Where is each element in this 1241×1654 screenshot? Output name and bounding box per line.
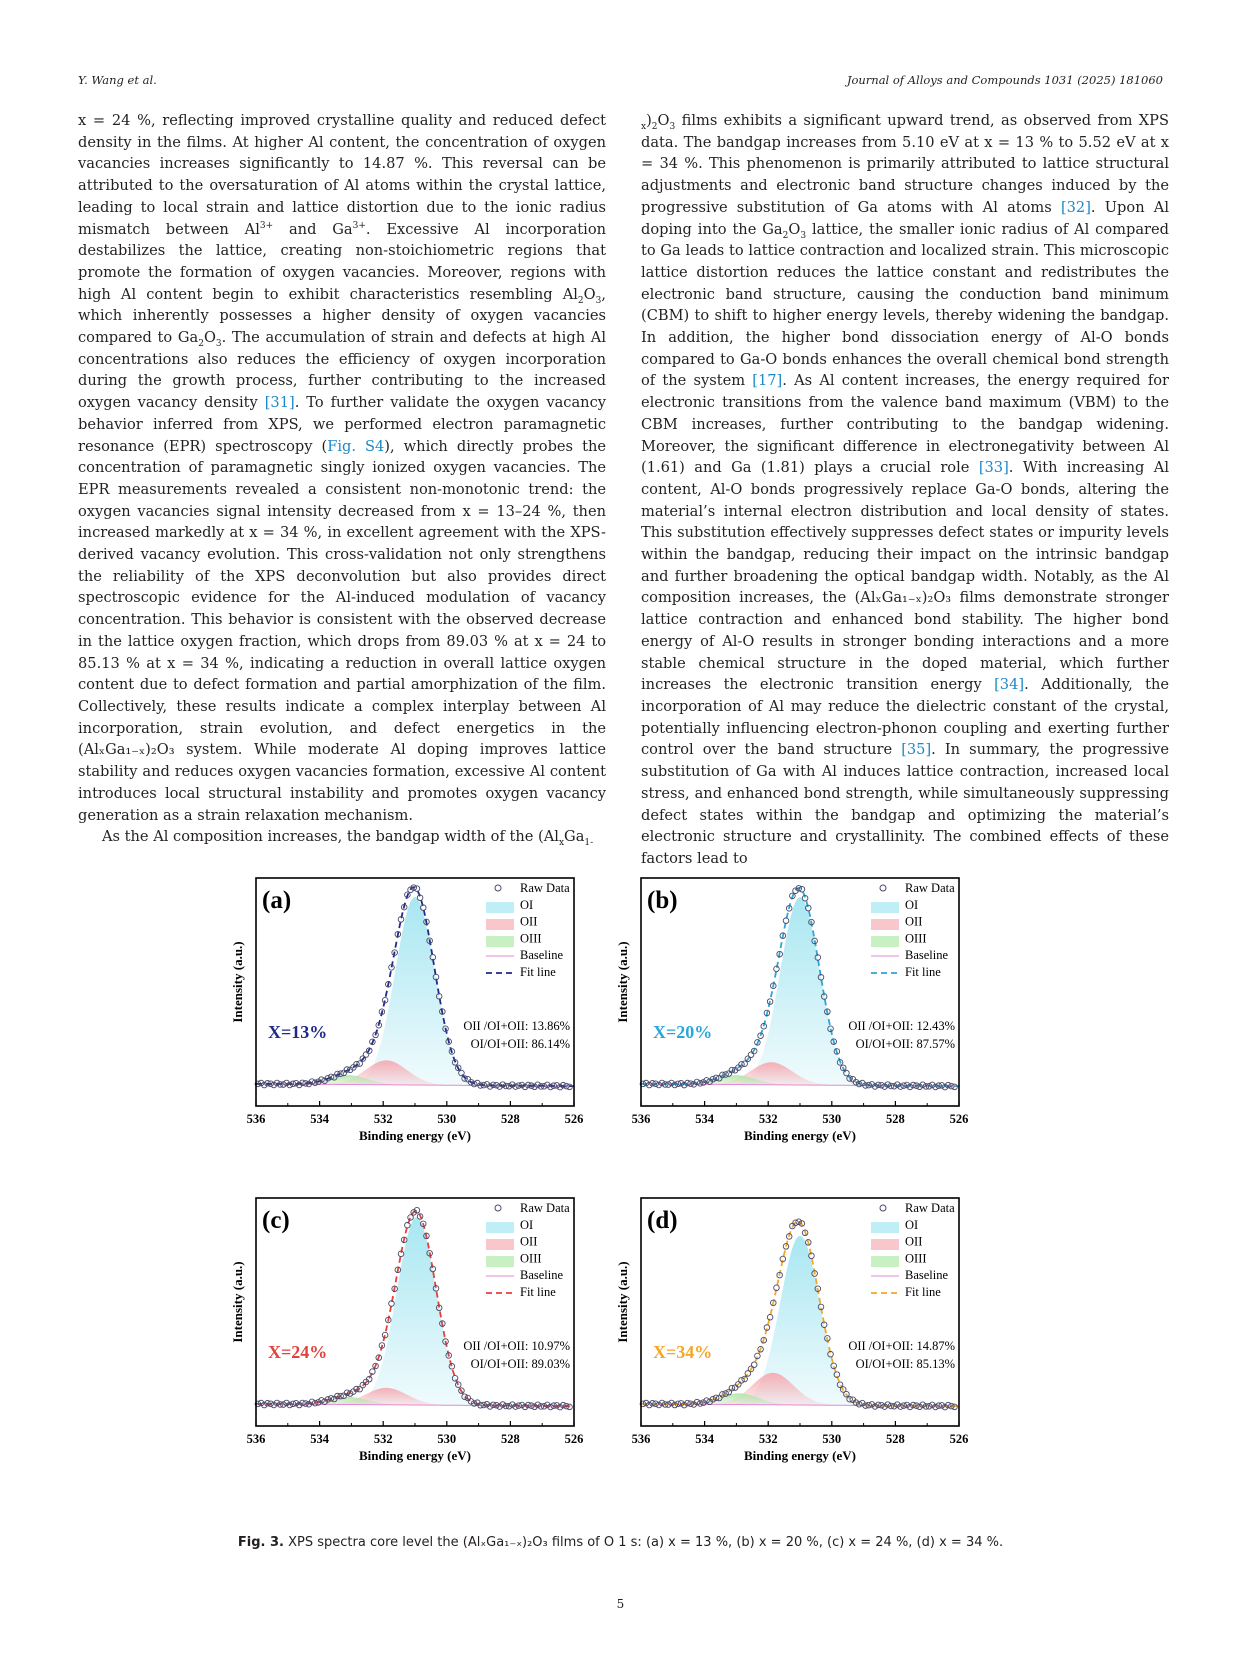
- citation-link-17[interactable]: [17]: [752, 372, 783, 390]
- legend-oiii-swatch: [486, 1256, 514, 1267]
- ratio-annotation: OI/OI+OII: 89.03%: [470, 1357, 570, 1371]
- x-tick-label: 530: [822, 1112, 842, 1126]
- ratio-annotation: OI/OI+OII: 86.14%: [470, 1037, 570, 1051]
- x-axis-label: Binding energy (eV): [359, 1128, 471, 1143]
- ratio-annotation: OII /OI+OII: 14.87%: [848, 1339, 955, 1353]
- xps-panel-c: [230, 1198, 613, 1516]
- legend-entry: OIII: [520, 931, 542, 946]
- legend-entry: OI: [520, 897, 534, 912]
- ratio-annotation: OI/OI+OII: 87.57%: [855, 1037, 955, 1051]
- right-text-column: [641, 110, 1169, 870]
- running-header-authors: Y. Wang et al.: [78, 73, 157, 87]
- figure-caption: [0, 1535, 1241, 1550]
- xps-figure: [230, 878, 998, 1528]
- right-paragraph-1: $_x)_2O_3$ films exhibits a significant upward trend, as observed from XPS data. The bandgap increases from 5.10 eV at x = 13 % to 5.52 eV at x = 34 %. This phenomenon is primarily attributed to lattice structural adjustments and electronic band structure changes induced by the progressive substitution of Ga atoms with Al atoms [32]. Upon Al doping into the $Ga_2O_3$ lattice, the smaller ionic radius of Al compared to Ga leads to lattice contraction and localized strain. This microscopic lattice distortion reduces the lattice constant and redistributes the electronic band structure, causing the conduction band minimum (CBM) to shift to higher energy levels, thereby widening the bandgap. In addition, the higher bond dissociation energy of Al-O bonds compared to Ga-O bonds enhances the overall chemical bond strength of the system [17]. As Al content increases, the energy required for electronic transitions from the valence band maximum (VBM) to the CBM increases, further contributing to the bandgap widening. Moreover, the significant difference in electronegativity between Al (1.61) and Ga (1.81) plays a crucial role [33]. With increasing Al content, Al-O bonds progressively replace Ga-O bonds, altering the material’s internal electron distribution and local density of states. This substitution effectively suppresses defect states or impurity levels within the bandgap, reducing their impact on the intrinsic bandgap and further broadening the optical bandgap width. Notably, as the Al composition increases, the (AlₓGa₁₋ₓ)₂O₃ films demonstrate stronger lattice contraction and enhanced bond stability. The higher bond energy of Al-O results in stronger bonding interactions and a more stable chemical structure in the doped material, which further increases the electronic transition energy [34]. Additionally, the incorporation of Al may reduce the dielectric constant of the crystal, potentially influencing electron-phonon coupling and exerting further control over the band structure [35]. In summary, the progressive substitution of Ga with Al induces lattice contraction, increased local stress, and enhanced bond strength, while simultaneously suppressing defect states within the bandgap and optimizing the material’s electronic structure and crystallinity. The combined effects of these factors lead to: [641, 112, 1170, 867]
- x-tick-label: 534: [310, 1112, 329, 1126]
- y-axis-label: Intensity (a.u.): [230, 941, 245, 1023]
- legend-entry: OII: [520, 1234, 538, 1249]
- xps-chart-svg: [615, 878, 998, 1196]
- legend-entry: Fit line: [905, 1285, 941, 1299]
- x-tick-label: 530: [437, 1112, 457, 1126]
- legend-entry: Raw Data: [520, 1201, 570, 1215]
- legend-entry: Baseline: [520, 1268, 564, 1283]
- x-axis-label: Binding energy (eV): [744, 1448, 856, 1463]
- legend-entry: Baseline: [905, 948, 949, 963]
- left-text-column: [78, 110, 606, 848]
- legend-entry: Baseline: [520, 948, 564, 963]
- legend-entry: Fit line: [905, 965, 941, 979]
- legend-entry: OII: [520, 914, 538, 929]
- y-axis-label: Intensity (a.u.): [615, 941, 630, 1023]
- panel-label: (c): [262, 1207, 290, 1234]
- panel-label: (b): [647, 887, 678, 914]
- legend-entry: Raw Data: [905, 881, 955, 895]
- legend-oii-swatch: [871, 1239, 899, 1250]
- x-tick-label: 526: [949, 1432, 969, 1446]
- x-tick-label: 532: [758, 1432, 778, 1446]
- y-axis-label: Intensity (a.u.): [615, 1261, 630, 1343]
- citation-link-35[interactable]: [35]: [901, 741, 932, 759]
- legend-entry: OII: [905, 914, 923, 929]
- x-tick-label: 536: [631, 1112, 651, 1126]
- legend-entry: Raw Data: [905, 1201, 955, 1215]
- legend-oi-swatch: [871, 902, 899, 913]
- ratio-annotation: OII /OI+OII: 13.86%: [463, 1019, 570, 1033]
- xps-chart-svg: [230, 878, 613, 1196]
- legend-entry: OIII: [520, 1251, 542, 1266]
- legend-entry: Baseline: [905, 1268, 949, 1283]
- legend-entry: OIII: [905, 1251, 927, 1266]
- raw-data-point: [783, 918, 789, 924]
- x-tick-label: 536: [631, 1432, 651, 1446]
- ratio-annotation: OI/OI+OII: 85.13%: [855, 1357, 955, 1371]
- legend-oiii-swatch: [871, 1256, 899, 1267]
- panel-label: (a): [262, 887, 292, 914]
- raw-data-point: [341, 1070, 347, 1076]
- legend-entry: OI: [905, 897, 919, 912]
- legend-raw-data-swatch: [495, 885, 501, 891]
- legend-oii-swatch: [486, 1239, 514, 1250]
- raw-data-point: [414, 886, 420, 892]
- left-paragraph-2: As the Al composition increases, the bandgap width of the ($Al_xGa_{1-}$: [102, 828, 594, 849]
- raw-data-point: [751, 1362, 757, 1368]
- ratio-annotation: OII /OI+OII: 10.97%: [463, 1339, 570, 1353]
- legend-oi-swatch: [871, 1222, 899, 1233]
- x-tick-label: 526: [949, 1112, 969, 1126]
- citation-link-34[interactable]: [34]: [994, 676, 1025, 694]
- panel-label: (d): [647, 1207, 678, 1234]
- citation-link-32[interactable]: [32]: [1060, 198, 1091, 216]
- x-tick-label: 532: [373, 1112, 393, 1126]
- legend-raw-data-swatch: [880, 885, 886, 891]
- legend-oii-swatch: [486, 919, 514, 930]
- legend-entry: Raw Data: [520, 881, 570, 895]
- x-tick-label: 532: [373, 1432, 393, 1446]
- x-tick-label: 534: [695, 1112, 714, 1126]
- x-axis-label: Binding energy (eV): [359, 1448, 471, 1463]
- x-tick-label: 536: [246, 1112, 266, 1126]
- y-axis-label: Intensity (a.u.): [230, 1261, 245, 1343]
- raw-data-point: [726, 1071, 732, 1077]
- legend-entry: OI: [905, 1217, 919, 1232]
- composition-label: X=24%: [268, 1342, 328, 1362]
- legend-raw-data-swatch: [880, 1205, 886, 1211]
- x-tick-label: 528: [501, 1432, 520, 1446]
- ratio-annotation: OII /OI+OII: 12.43%: [848, 1019, 955, 1033]
- x-tick-label: 534: [310, 1432, 329, 1446]
- legend-oiii-swatch: [871, 936, 899, 947]
- x-tick-label: 528: [886, 1112, 905, 1126]
- x-tick-label: 526: [564, 1112, 584, 1126]
- xps-chart-svg: [230, 1198, 613, 1516]
- x-tick-label: 530: [437, 1432, 457, 1446]
- xps-panel-d: [615, 1198, 998, 1516]
- raw-data-point: [748, 1052, 754, 1058]
- citation-link-31[interactable]: [31]: [264, 394, 295, 412]
- composition-label: X=20%: [653, 1022, 713, 1042]
- legend-oiii-swatch: [486, 936, 514, 947]
- x-tick-label: 532: [758, 1112, 778, 1126]
- left-paragraph-1: x = 24 %, reflecting improved crystalline quality and reduced defect density in the films. At higher Al content, the concentration of oxygen vacancies increases significantly to 14.87 %. This reversal can be attributed to the oversaturation of Al atoms within the crystal lattice, leading to local strain and lattice distortion due to the ionic radius mismatch between $Al^{3+}$ and $Ga^{3+}$. Excessive Al incorporation destabilizes the lattice, creating non-stoichiometric regions that promote the formation of oxygen vacancies. Moreover, regions with high Al content begin to exhibit characteristics resembling $Al_2O_3$, which inherently possesses a higher density of oxygen vacancies compared to $Ga_2O_3$. The accumulation of strain and defects at high Al concentrations also reduces the efficiency of oxygen incorporation during the growth process, further contributing to the increased oxygen vacancy density [31]. To further validate the oxygen vacancy behavior inferred from XPS, we performed electron paramagnetic resonance (EPR) spectroscopy (Fig. S4), which directly probes the concentration of paramagnetic singly ionized oxygen vacancies. The EPR measurements revealed a consistent non-monotonic trend: the oxygen vacancies signal intensity decreased from x = 13–24 %, then increased markedly at x = 34 %, in excellent agreement with the XPS-derived vacancy evolution. This cross-validation not only strengthens the reliability of the XPS deconvolution but also provides direct spectroscopic evidence for the Al-induced modulation of vacancy concentration. This behavior is consistent with the observed decrease in the lattice oxygen fraction, which drops from 89.03 % at x = 24 to 85.13 % at x = 34 %, indicating a reduction in overall lattice oxygen content due to defect formation and partial amorphization of the film. Collectively, these results indicate a complex interplay between Al incorporation, strain evolution, and defect energetics in the (AlₓGa₁₋ₓ)₂O₃ system. While moderate Al doping improves lattice stability and reduces oxygen vacancies formation, excessive Al content introduces local structural instability and promotes oxygen vacancy generation as a strain relaxation mechanism.: [78, 112, 607, 824]
- raw-data-point: [363, 1052, 369, 1058]
- running-header-journal: Journal of Alloys and Compounds 1031 (2025) 181060: [846, 73, 1163, 87]
- x-tick-label: 528: [886, 1432, 905, 1446]
- page-number: 5: [616, 1597, 625, 1611]
- x-axis-label: Binding energy (eV): [744, 1128, 856, 1143]
- figure-caption-text: XPS spectra core level the (AlₓGa₁₋ₓ)₂O₃ films of O 1 s: (a) x = 13 %, (b) x = 20 %, (c) x = 24 %, (d) x = 34 %.: [288, 1535, 1004, 1550]
- figure-caption-label: Fig. 3.: [237, 1535, 284, 1550]
- legend-oi-swatch: [486, 902, 514, 913]
- legend-entry: OIII: [905, 931, 927, 946]
- x-tick-label: 530: [822, 1432, 842, 1446]
- legend-entry: Fit line: [520, 1285, 556, 1299]
- composition-label: X=34%: [653, 1342, 713, 1362]
- xps-panel-b: [615, 878, 998, 1196]
- x-tick-label: 526: [564, 1432, 584, 1446]
- x-tick-label: 528: [501, 1112, 520, 1126]
- legend-oii-swatch: [871, 919, 899, 930]
- legend-entry: OI: [520, 1217, 534, 1232]
- x-tick-label: 534: [695, 1432, 714, 1446]
- raw-data-point: [408, 1215, 414, 1221]
- composition-label: X=13%: [268, 1022, 328, 1042]
- legend-raw-data-swatch: [495, 1205, 501, 1211]
- x-tick-label: 536: [246, 1432, 266, 1446]
- xps-chart-svg: [615, 1198, 998, 1516]
- legend-entry: OII: [905, 1234, 923, 1249]
- supplementary-figure-link[interactable]: Fig. S4: [327, 437, 385, 455]
- citation-link-33[interactable]: [33]: [978, 459, 1009, 477]
- xps-panel-a: [230, 878, 613, 1196]
- legend-entry: Fit line: [520, 965, 556, 979]
- legend-oi-swatch: [486, 1222, 514, 1233]
